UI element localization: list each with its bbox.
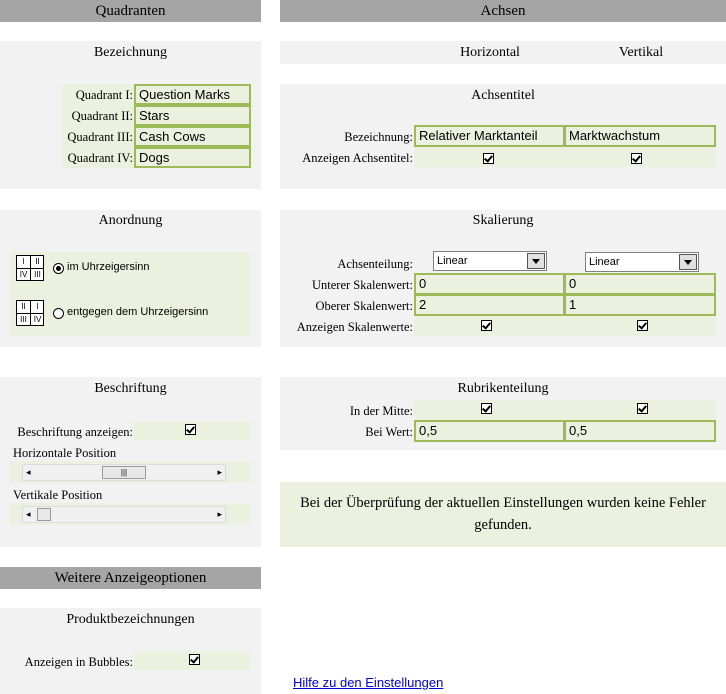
anordnung-title: Anordnung [98,213,163,228]
quadrant-counterclockwise-icon: II I III IV [16,300,44,326]
unterer-v-input[interactable]: 0 [564,273,716,295]
achsentitel-horizontal-input[interactable]: Relativer Marktanteil [414,125,565,147]
radio-counterclockwise-label[interactable]: entgegen dem Uhrzeigersinn [67,306,209,318]
achsentitel-show-row [414,147,716,167]
skalenwerte-show-h-checkbox[interactable] [481,320,492,331]
quadrant-3-input[interactable]: Cash Cows [134,126,251,147]
skalierung-panel [280,210,726,347]
achsentitel-show-label: Anzeigen Achsentitel: [302,151,413,165]
chevron-down-icon[interactable] [527,253,545,269]
skalenwerte-show-row [414,316,716,336]
quadrant-4-label: Quadrant IV: [67,151,133,165]
quadrant-clockwise-icon: I II IV III [16,255,44,281]
radio-clockwise-label[interactable]: im Uhrzeigersinn [67,261,150,273]
achsentitel-panel [280,84,726,189]
oberer-h-input[interactable]: 2 [414,294,565,316]
quadrant-1-label: Quadrant I: [75,88,133,102]
vertical-position-slider[interactable] [22,506,226,523]
beschriftung-show-checkbox[interactable] [185,424,196,435]
achsen-column-headers [280,41,726,64]
beschriftung-show-label: Beschriftung anzeigen: [17,425,133,439]
rubrik-title: Rubrikenteilung [457,381,549,396]
quadrant-4-input[interactable]: Dogs [134,147,251,168]
horizontal-slider-thumb[interactable]: ||| [102,466,146,479]
produkt-panel [0,608,261,694]
bezeichnung-title: Bezeichnung [93,45,168,60]
rubrik-wert-v-input[interactable]: 0,5 [564,420,716,442]
radio-clockwise[interactable] [53,263,64,274]
chevron-down-icon[interactable] [679,254,697,270]
slider-right-arrow-icon[interactable]: ▸ [217,467,222,477]
achsen-header: Achsen [280,0,726,22]
achsentitel-vertikal-input[interactable]: Marktwachstum [564,125,716,147]
achsentitel-show-h-checkbox[interactable] [483,153,494,164]
beschriftung-title: Beschriftung [94,381,167,396]
quadrant-2-label: Quadrant II: [71,109,133,123]
achsentitel-bezeichnung-label: Bezeichnung: [344,130,413,144]
oberer-v-input[interactable]: 1 [564,294,716,316]
help-link[interactable]: Hilfe zu den Einstellungen [293,675,444,690]
beschriftung-panel [0,377,261,547]
skalenwerte-show-v-checkbox[interactable] [637,320,648,331]
anordnung-panel [0,210,261,347]
quadrant-3-label: Quadrant III: [67,130,133,144]
achsentitel-show-v-checkbox[interactable] [631,153,642,164]
rubrik-wert-h-input[interactable]: 0,5 [414,420,565,442]
horizontal-position-label: Horizontale Position [13,446,117,460]
quadrant-2-input[interactable]: Stars [134,105,251,126]
column-vertikal: Vertikal [618,45,664,60]
rubrik-mitte-label: In der Mitte: [349,404,413,418]
rubrik-mitte-v-checkbox[interactable] [637,403,648,414]
achsenteilung-label: Achsenteilung: [337,257,413,271]
slider-right-arrow-icon[interactable]: ▸ [217,509,222,519]
achsenteilung-v-select[interactable]: Linear [585,252,699,272]
rubrik-wert-label: Bei Wert: [365,425,413,439]
unterer-h-input[interactable]: 0 [414,273,565,295]
produkt-show-checkbox[interactable] [189,654,200,665]
produkt-show-label: Anzeigen in Bubbles: [24,655,133,669]
validation-message-box [280,482,726,547]
column-horizontal: Horizontal [460,45,520,60]
horizontal-position-slider[interactable] [22,464,226,481]
vertical-slider-thumb[interactable] [37,508,51,521]
vertical-position-label: Vertikale Position [13,488,103,502]
slider-left-arrow-icon[interactable]: ◂ [26,467,31,477]
skalierung-title: Skalierung [472,213,534,228]
quadrant-1-input[interactable]: Question Marks [134,84,251,105]
weitere-header: Weitere Anzeigeoptionen [0,567,261,589]
achsentitel-title: Achsentitel [471,88,535,103]
achsenteilung-h-select[interactable]: Linear [433,251,547,271]
rubrik-mitte-row [414,400,716,420]
rubrik-panel [280,377,726,450]
radio-counterclockwise[interactable] [53,308,64,319]
validation-message: Bei der Überprüfung der aktuellen Einstellungen wurden keine Fehler gefunden. [300,495,706,533]
rubrik-mitte-h-checkbox[interactable] [481,403,492,414]
skalenwerte-show-label: Anzeigen Skalenwerte: [296,320,413,334]
unterer-skalenwert-label: Unterer Skalenwert: [311,278,413,292]
produkt-title: Produktbezeichnungen [66,612,195,627]
bezeichnung-panel [0,41,261,189]
slider-left-arrow-icon[interactable]: ◂ [26,509,31,519]
quadranten-header: Quadranten [0,0,261,22]
oberer-skalenwert-label: Oberer Skalenwert: [315,299,413,313]
